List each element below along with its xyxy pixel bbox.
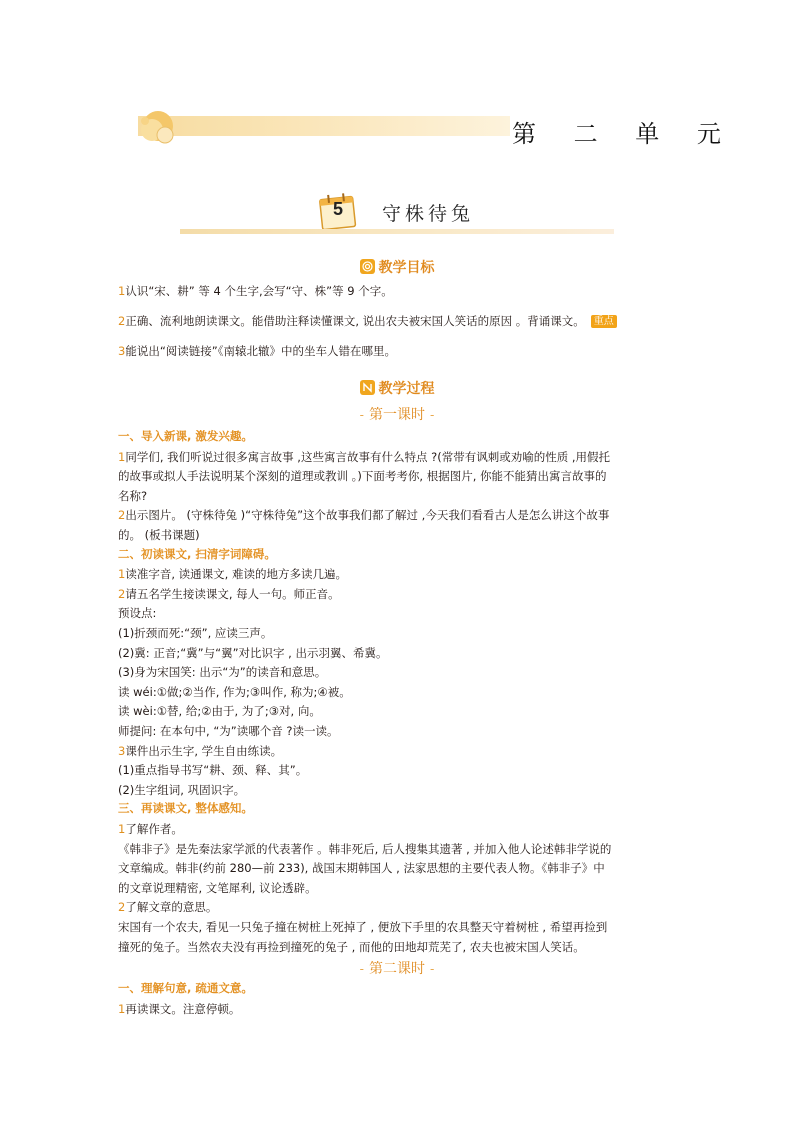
key-point-tag: 重点 [591,315,617,328]
line-text: 读 wéi:①做;②当作, 作为;③叫作, 称为;④被。 [118,684,351,699]
line-text: 请五名学生接读课文, 每人一句。师正音。 [125,586,340,601]
process-line [118,879,317,899]
process-line [118,683,351,703]
process-subheading [118,428,253,444]
process-heading [0,378,794,398]
lesson-number: 5 [333,199,344,219]
process-line [118,663,326,683]
item-number: 2 [118,900,126,915]
line-text: 了解作者。 [125,822,183,836]
line-text: 了解文章的意思。 [125,900,218,915]
item-number: 2 [118,508,126,523]
subheading-text: 一、理解句意, 疏通文意。 [118,981,253,995]
process-line [118,1000,240,1020]
period-one-text: 第一课时 [369,407,425,423]
process-line [118,487,147,507]
process-line [118,467,607,487]
item-text: 正确、流利地朗读课文。能借助注释读懂课文, 说出农夫被宋国人笑话的原因 。背诵课文。 [125,314,585,328]
process-line [118,840,611,860]
item-number: 3 [118,344,126,358]
process-subheading [118,800,253,816]
objectives-heading [0,257,794,277]
item-number: 1 [118,822,126,836]
line-text: 预设点: [118,606,157,621]
item-number: 1 [118,1002,126,1016]
line-text: 的。 (板书课题) [118,528,200,542]
objective-item [118,342,396,362]
subheading-text: 三、再读课文, 整体感知。 [118,801,253,816]
item-number: 3 [118,743,126,758]
lesson-title: 守株待兔 [382,203,475,225]
line-text: (2)生字组词, 巩固识字。 [118,782,246,797]
process-line [118,898,217,918]
process-line [118,722,339,742]
process-line [118,859,605,879]
process-line [118,565,347,585]
process-line [118,742,282,762]
process-line [118,938,585,958]
subheading-text: 一、导入新课, 激发兴趣。 [118,429,253,443]
line-text: (1)折颈而死:“颈”, 应读三声。 [118,626,273,640]
pen-icon [360,380,375,395]
process-line [118,604,156,624]
line-text: 名称? [118,488,148,503]
item-text: 认识“宋、耕” 等 4 个生字,会写“守、株”等 9 个字。 [125,284,393,298]
line-text: 再读课文。注意停顿。 [125,1002,241,1016]
line-text: 同学们, 我们听说过很多寓言故事 ,这些寓言故事有什么特点 ?(常带有讽刺或劝喻的性质 ,用假托 [125,449,611,464]
item-number: 2 [118,314,126,328]
process-line [118,585,340,605]
subheading-text: 二、初读课文, 扫清字词障碍。 [118,546,276,561]
line-text: (2)冀: 正音;“冀”与“翼”对比识字 , 出示羽翼、希冀。 [118,645,388,660]
objectives-heading-text: 教学目标 [378,260,435,276]
objective-item [118,282,393,302]
process-line [118,506,609,526]
process-subheading [118,546,276,562]
line-text: 《韩非子》是先秦法家学派的代表著作 。韩非死后, 后人搜集其遗著 , 并加入他人论述韩非学说的 [118,841,612,856]
line-text: 读 wèi:①替, 给;②由于, 为了;③对, 向。 [118,704,321,719]
item-text: 能说出“阅读链接”《南辕北辙》中的坐车人错在哪里。 [125,344,396,358]
line-text: 师提问: 在本句中, “为”读哪个音 ?读一读。 [118,724,339,738]
item-number: 1 [118,449,126,464]
line-text: 文章编成。韩非(约前 280—前 233), 战国末期韩国人 , 法家思想的主要代表人物。《韩非子》中 [118,861,605,876]
process-line [118,781,245,801]
line-text: 课件出示生字, 学生自由练读。 [125,743,283,758]
objective-item [118,312,617,332]
process-subheading [118,980,253,996]
process-line [118,448,610,468]
process-line [118,702,321,722]
process-line [118,820,183,840]
line-text: 读准字音, 读通课文, 难读的地方多读几遍。 [125,567,347,582]
period-two-label: - 第二课时 - [359,961,435,977]
target-icon [360,259,375,274]
line-text: (1)重点指导书写“耕、颈、释、其”。 [118,763,308,778]
line-text: 撞死的兔子。当然农夫没有再捡到撞死的兔子 , 而他的田地却荒芜了, 农夫也被宋国人笑话。 [118,939,585,954]
item-number: 1 [118,567,126,582]
unit-title: 第 二 单 元 [512,120,736,148]
item-number: 1 [118,284,126,298]
process-line [118,761,307,781]
line-text: 宋国有一个农夫, 看见一只兔子撞在树桩上死掉了 , 便放下手里的农具整天守着树桩 , 希望再捡到 [118,920,608,934]
process-line [118,918,607,938]
process-line [118,526,200,546]
process-heading-text: 教学过程 [378,381,435,397]
line-text: 的文章说理精密, 文笔犀利, 议论透辟。 [118,880,317,895]
line-text: (3)身为宋国笑: 出示“为”的读音和意思。 [118,665,327,680]
process-line [118,644,388,664]
line-text: 的故事或拟人手法说明某个深刻的道理或教训 。)下面考考你, 根据图片, 你能不能猜出寓言故事的 [118,469,607,484]
period-one-label: - 第一课时 - [359,407,435,423]
unit-header-band [138,116,510,136]
line-text: 出示图片。 (守株待兔 )“守株待兔”这个故事我们都了解过 ,今天我们看看古人是怎么讲这个故事 [125,508,610,523]
item-number: 2 [118,586,126,601]
process-line [118,624,272,644]
period-two-text: 第二课时 [369,961,425,977]
circles-deco-icon [136,106,184,146]
lesson-underline [180,229,614,234]
